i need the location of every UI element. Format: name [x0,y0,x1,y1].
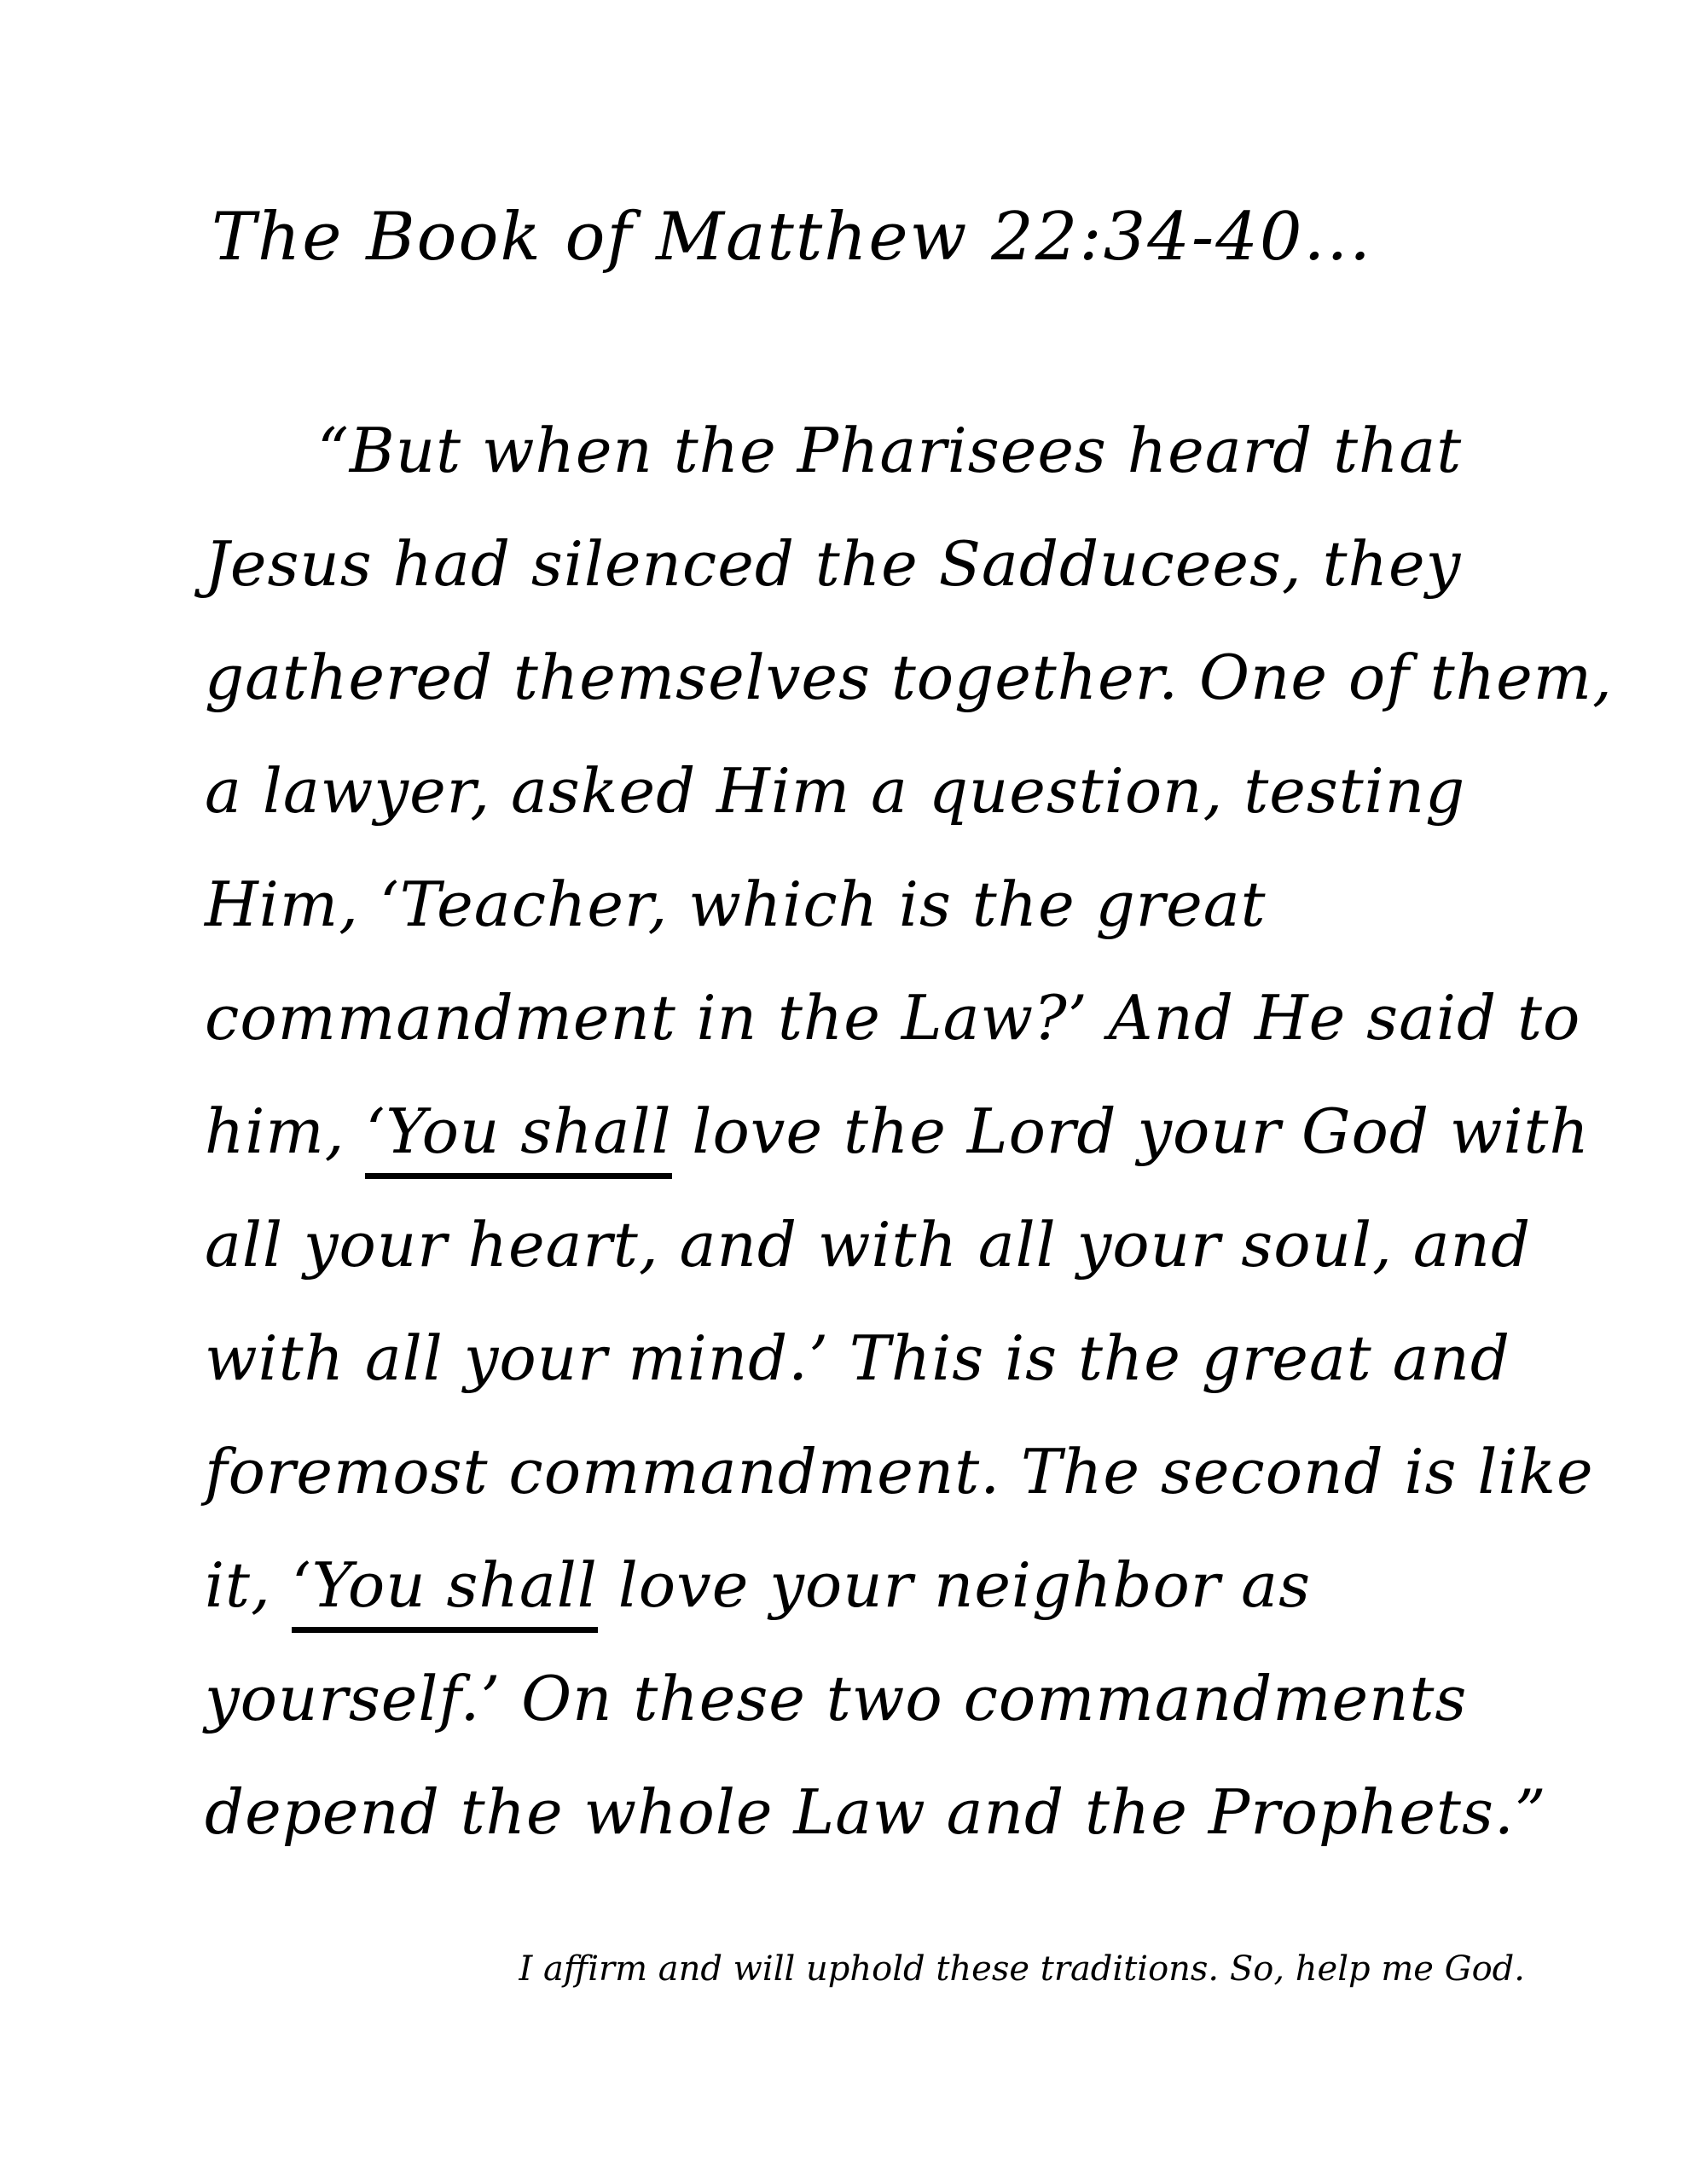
page-title: The Book of Matthew 22:34-40... [212,199,1372,276]
line-text: love the Lord your God with [671,1095,1590,1167]
line-text: it, [205,1549,292,1621]
passage-line [205,848,1559,961]
line-text: gathered themselves together. One of them, [205,642,1613,713]
line-text: a lawyer, asked Him a question, testing [205,755,1466,827]
line-text: him, [205,1095,366,1167]
underlined-phrase: ‘You shall [292,1549,598,1633]
passage-line [205,1756,1559,1869]
line-text: depend the whole Law and the Prophets.” [205,1776,1547,1848]
scripture-passage [205,394,1613,1869]
line-text: commandment in the Law?’ And He said to [205,982,1581,1054]
line-text: Jesus had silenced the Sadducees, they [205,528,1462,600]
passage-line [205,394,1559,508]
passage-line [205,1075,1590,1188]
line-text: all your heart, and with all your soul, and [205,1209,1532,1281]
passage-line [205,1642,1559,1756]
line-text: yourself.’ On these two commandments [205,1663,1468,1734]
passage-line [205,1529,1559,1642]
line-text: love your neighbor as [597,1549,1312,1621]
passage-line [205,735,1559,848]
line-text: with all your mind.’ This is the great and [205,1322,1511,1394]
line-text: Him, ‘Teacher, which is the great [205,868,1267,940]
underlined-phrase: ‘You shall [365,1095,671,1179]
passage-line [205,621,1613,735]
line-text: foremost commandment. The second is like [205,1436,1594,1507]
passage-line [205,1415,1594,1529]
passage-line [205,1302,1559,1415]
line-text: “But when the Pharisees heard that [317,415,1463,486]
passage-line [205,508,1559,621]
passage-line [205,961,1581,1075]
passage-line [205,1188,1559,1302]
affirmation-text: I affirm and will uphold these traditions. So, help me God. [519,1949,1525,1989]
